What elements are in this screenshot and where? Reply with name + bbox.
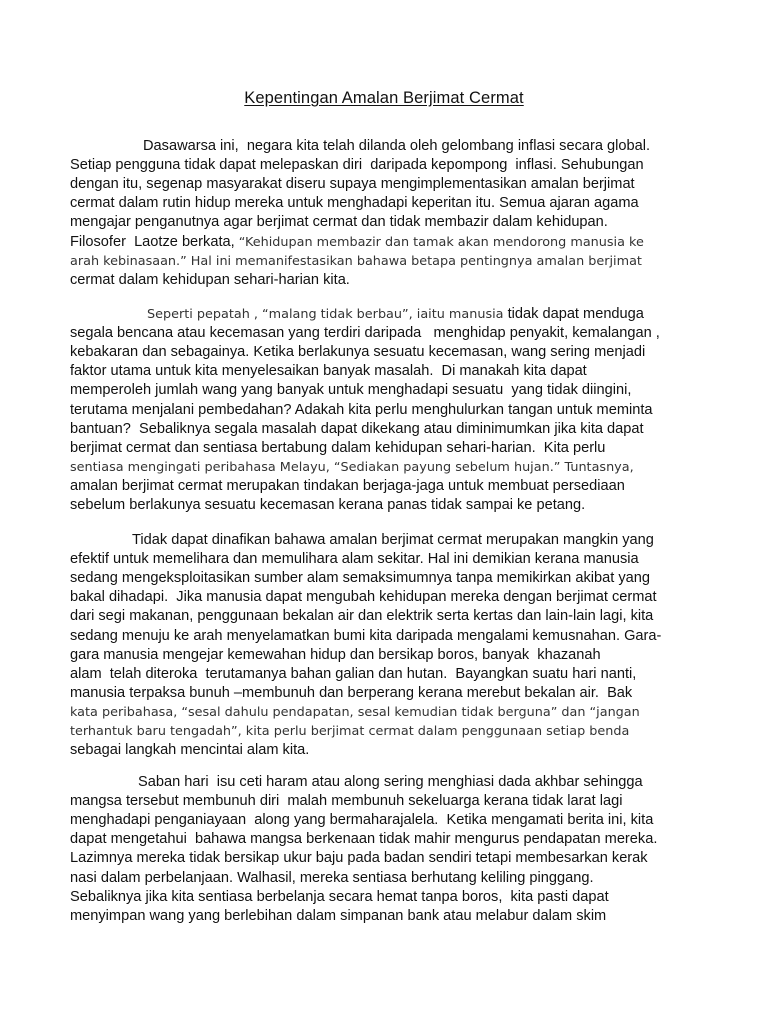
text-run: berjimat cermat dan sentiasa bertabung dalam kehidupan sehari-harian. Kita perlu	[70, 439, 606, 456]
text-run: terhantuk baru tengadah”, kita perlu berjimat cermat dalam penggunaan setiap benda	[70, 724, 630, 739]
text-line	[70, 381, 631, 400]
text-run: Seperti pepatah , “malang tidak berbau”, iaitu manusia	[147, 307, 504, 322]
text-run: manusia terpaksa bunuh –membunuh dan berperang kerana merebut bekalan air. Bak	[70, 684, 633, 701]
text-run: sedang menuju ke arah menyelamatkan bumi kita daripada mengalami kemusnahan. Gara-	[70, 627, 662, 644]
text-line	[70, 811, 653, 830]
text-run: menghadapi penganiayaan along yang bermaharajalela. Ketika mengamati berita ini, kita	[70, 812, 654, 829]
text-run: Sebaliknya jika kita sentiasa berbelanja secara hemat tanpa boros, kita pasti dapat	[70, 888, 609, 905]
text-run: “Kehidupan membazir dan tamak akan mendorong manusia ke	[238, 234, 644, 250]
text-run: dari segi makanan, penggunaan bekalan air dan elektrik serta kertas dan lain-lain lagi, kita	[70, 608, 654, 625]
text-line	[70, 569, 650, 588]
text-run: Setiap pengguna tidak dapat melepaskan diri daripada kepompong inflasi. Sehubungan	[70, 157, 644, 174]
text-run: sebagai langkah mencintai alam kita.	[70, 742, 310, 759]
text-line	[70, 830, 657, 849]
text-line	[143, 137, 650, 156]
text-line	[70, 343, 645, 362]
text-run: faktor utama untuk kita menyelesaikan banyak masalah. Di manakah kita dapat	[70, 363, 587, 380]
text-line	[70, 271, 350, 290]
text-line	[70, 362, 587, 381]
text-run: mengajar penganutnya agar berjimat cermat dan tidak membazir dalam kehidupan.	[70, 214, 608, 231]
text-run: cermat dalam rutin hidup mereka untuk menghadapi keperitan itu. Semua ajaran agama	[70, 195, 639, 212]
text-run: gara manusia mengejar kemewahan hidup dan bersikap boros, banyak khazanah	[70, 646, 601, 663]
text-run: memperoleh jumlah wang yang banyak untuk menghadapi sesuatu yang tidak diingini,	[70, 382, 632, 399]
text-line	[70, 849, 648, 868]
text-run: cermat dalam kehidupan sehari-harian kita.	[70, 271, 350, 288]
text-line	[70, 588, 657, 607]
text-run: terutama menjalani pembedahan? Adakah kita perlu menghulurkan tangan untuk meminta	[70, 401, 653, 418]
text-run: amalan berjimat cermat merupakan tindakan berjaga-jaga untuk membuat persediaan	[70, 477, 625, 494]
text-line	[70, 665, 636, 684]
text-run: Lazimnya mereka tidak bersikap ukur baju pada badan sendiri tetapi membesarkan kerak	[70, 850, 648, 867]
text-line	[70, 888, 609, 907]
text-run: bantuan? Sebaliknya segala masalah dapat dikekang atau diminimumkan jika kita dapat	[70, 420, 644, 437]
text-line	[70, 607, 653, 626]
text-run: Tidak dapat dinafikan bahawa amalan berjimat cermat merupakan mangkin yang	[132, 532, 654, 548]
text-line	[70, 175, 635, 194]
text-line	[147, 305, 644, 324]
text-run: mangsa tersebut membunuh diri malah membunuh sekeluarga kerana tidak larat lagi	[70, 793, 623, 810]
text-line	[70, 477, 625, 496]
text-run: sedang mengeksploitasikan sumber alam semaksimumnya tanpa memikirkan akibat yang	[70, 570, 650, 587]
text-run: tidak dapat menduga	[503, 306, 644, 322]
text-line	[70, 458, 634, 477]
text-line	[70, 252, 642, 271]
text-run: Dasawarsa ini, negara kita telah dilanda oleh gelombang inflasi secara global.	[143, 138, 651, 154]
text-run: sebelum berlakunya sesuatu kecemasan kerana panas tidak sampai ke petang.	[70, 497, 586, 513]
text-run: segala bencana atau kecemasan yang terdiri daripada menghidap penyakit, kemalangan ,	[70, 325, 660, 342]
text-line	[70, 722, 629, 741]
text-run: Saban hari isu ceti haram atau along sering menghiasi dada akhbar sehingga	[138, 774, 643, 790]
document-title: Kepentingan Amalan Berjimat Cermat	[244, 89, 524, 107]
text-line	[70, 194, 639, 213]
text-line	[70, 869, 594, 888]
text-run: alam telah diteroka terutamanya bahan galian dan hutan. Bayangkan suatu hari nanti,	[70, 665, 637, 682]
text-line	[70, 156, 644, 175]
text-run: dengan itu, segenap masyarakat diseru supaya mengimplementasikan amalan berjimat	[70, 176, 635, 193]
text-line	[70, 741, 309, 760]
text-line	[70, 213, 608, 232]
text-run: efektif untuk memelihara dan memulihara alam sekitar. Hal ini demikian kerana manusia	[70, 551, 639, 568]
text-line	[70, 420, 644, 439]
text-line	[70, 550, 639, 569]
text-line	[70, 907, 606, 926]
text-run: arah kebinasaan.” Hal ini memanifestasikan bahawa betapa pentingnya amalan berjimat	[70, 253, 642, 269]
text-line	[70, 792, 622, 811]
text-run: dapat mengetahui bahawa mangsa berkenaan tidak mahir mengurus pendapatan mereka.	[70, 831, 658, 848]
text-line	[138, 773, 643, 792]
text-line	[70, 324, 660, 343]
text-line	[70, 401, 653, 420]
text-line	[70, 233, 644, 252]
text-line	[70, 703, 640, 722]
text-line	[132, 531, 654, 550]
text-run: sentiasa mengingati peribahasa Melayu, “Sediakan payung sebelum hujan.” Tuntasnya,	[70, 459, 634, 475]
text-run: bakal dihadapi. Jika manusia dapat mengubah kehidupan mereka dengan berjimat cermat	[70, 589, 657, 606]
text-line	[70, 684, 632, 703]
text-run: nasi dalam perbelanjaan. Walhasil, mereka sentiasa berhutang keliling pinggang.	[70, 869, 594, 886]
text-line	[70, 646, 601, 665]
text-run: Filosofer Laotze berkata,	[70, 233, 239, 250]
text-run: menyimpan wang yang berlebihan dalam simpanan bank atau melabur dalam skim	[70, 907, 607, 924]
text-line	[70, 439, 605, 458]
text-line	[70, 627, 661, 646]
text-run: kebakaran dan sebagainya. Ketika berlakunya sesuatu kecemasan, wang sering menjadi	[70, 344, 646, 361]
text-line	[70, 496, 585, 515]
text-run: kata peribahasa, “sesal dahulu pendapatan, sesal kemudian tidak berguna” dan “jangan	[70, 704, 640, 720]
